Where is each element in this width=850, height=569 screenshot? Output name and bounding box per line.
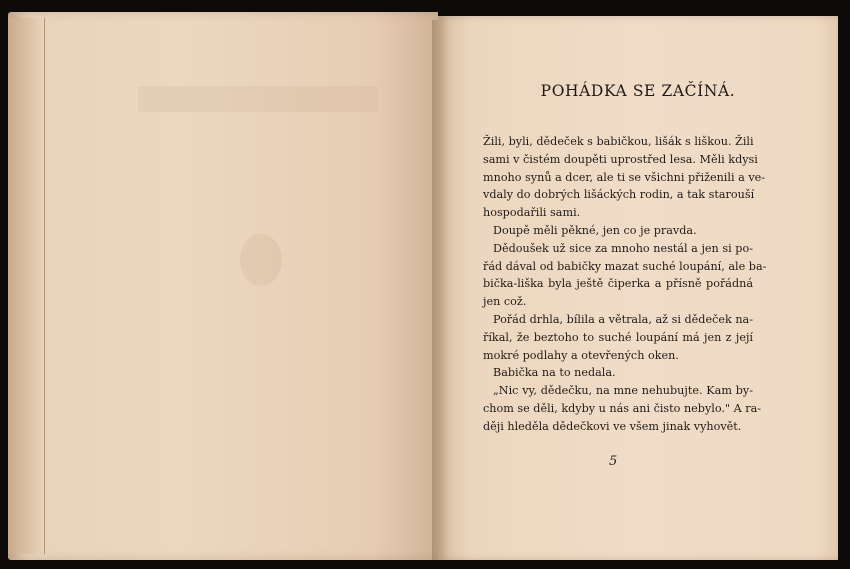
- text-line: „Nic vy, dědečku, na mne nehubujte. Kam by-: [493, 384, 753, 398]
- text-line: Žili, byli, dědeček s babičkou, lišák s liškou. Žili: [483, 135, 754, 148]
- page-number: 5: [609, 454, 618, 469]
- text-line: řád dával od babičky mazat suché loupání, ale ba-: [483, 259, 767, 273]
- left-page-edge: [8, 18, 45, 554]
- left-page: [8, 12, 438, 560]
- text-line: hospodařili sami.: [483, 206, 581, 220]
- text-line: Babička na to nedala.: [493, 366, 616, 380]
- text-line: sami v čistém doupěti uprostřed lesa. Měli kdysi: [483, 152, 758, 166]
- text-line: chom se děli, kdyby u nás ani čisto nebylo." A ra-: [483, 401, 762, 415]
- text-line: ději hleděla dědečkovi ve všem jinak vyhovět.: [483, 419, 742, 433]
- text-line: jen což.: [483, 295, 527, 309]
- text-line: mokré podlahy a otevřených oken.: [483, 348, 679, 362]
- text-line: říkal, že beztoho to suché loupání má jen z její: [483, 330, 753, 344]
- text-line: vdaly do dobrých lišáckých rodin, a tak starouší: [483, 188, 755, 202]
- text-line: Doupě měli pěkné, jen co je pravda.: [493, 223, 697, 237]
- body-text: [483, 133, 767, 436]
- chapter-title: POHÁDKA SE ZAČÍNÁ.: [540, 82, 736, 100]
- text-line: Pořád drhla, bílila a větrala, až si dědeček na-: [493, 312, 753, 326]
- bleed-through-title: [138, 86, 378, 112]
- text-line: Dědoušek už sice za mnoho nestál a jen si po-: [493, 241, 753, 255]
- text-line: mnoho synů a dcer, ale ti se všichni přiženili a ve-: [483, 170, 766, 184]
- bleed-through-ornament: [240, 234, 282, 286]
- text-line: bička-liška byla ještě čiperka a přísně pořádná: [483, 277, 753, 291]
